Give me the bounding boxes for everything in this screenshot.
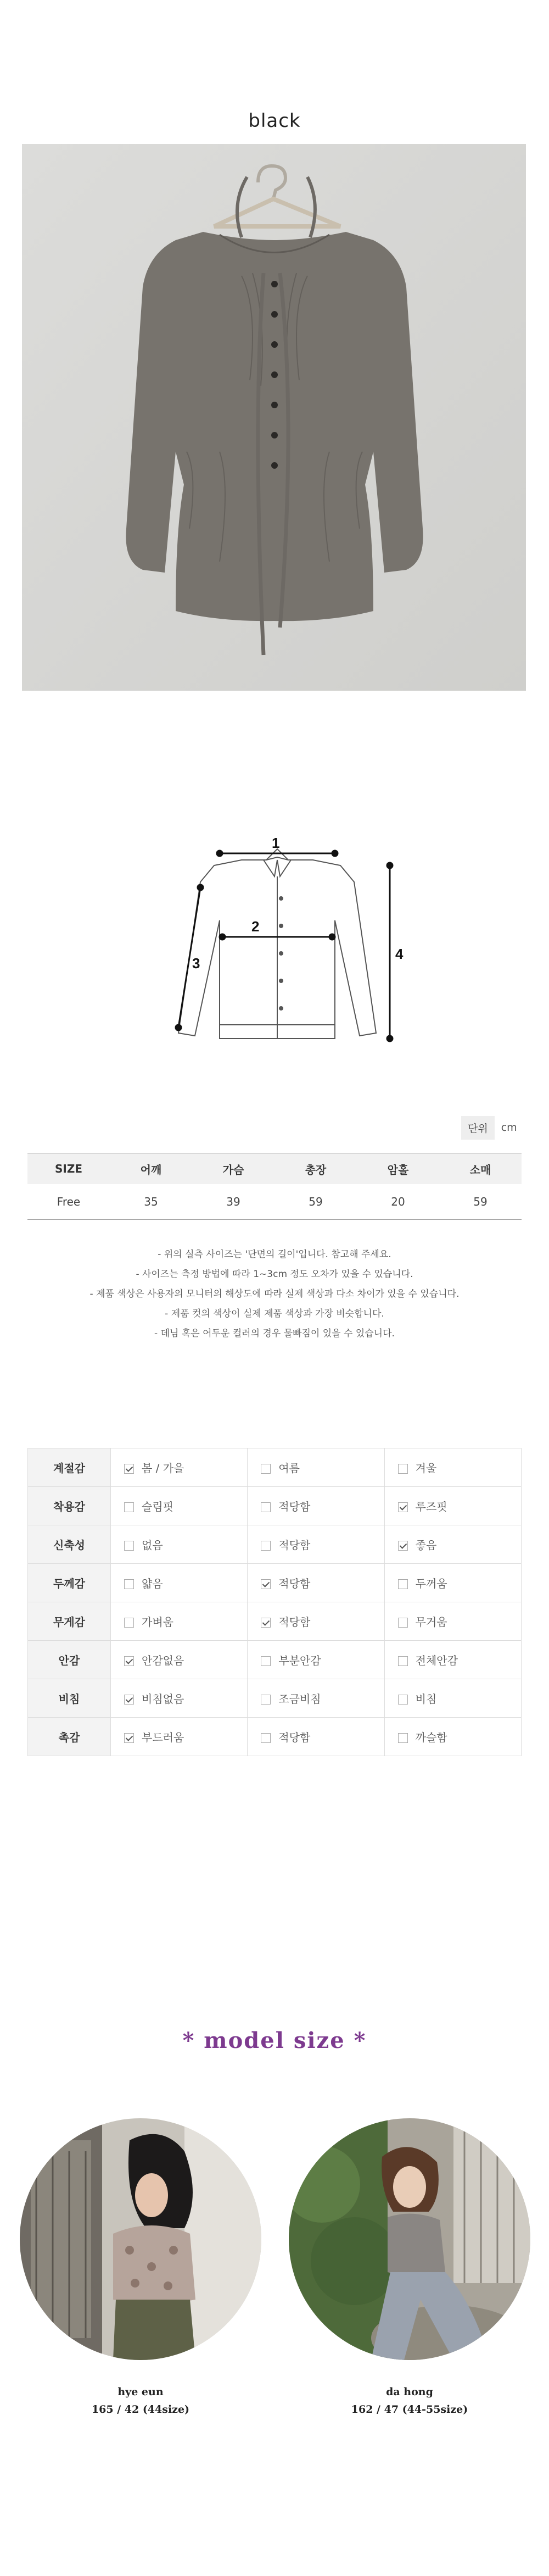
model-photo xyxy=(289,2118,530,2360)
model-name: hye eun xyxy=(117,2386,164,2398)
checked-box-icon xyxy=(398,1541,408,1551)
fit-option xyxy=(248,1525,384,1564)
table-row xyxy=(28,1487,522,1525)
size-table xyxy=(27,1153,522,1220)
fit-attribute: 촉감 xyxy=(28,1718,111,1756)
fit-option xyxy=(111,1602,248,1641)
fit-option xyxy=(111,1448,248,1487)
model-name: da hong xyxy=(386,2386,433,2398)
size-cell: 39 xyxy=(192,1184,274,1220)
checked-box-icon xyxy=(261,1618,271,1628)
fit-option xyxy=(384,1718,521,1756)
unchecked-box-icon xyxy=(261,1733,271,1743)
table-row xyxy=(28,1641,522,1679)
unchecked-box-icon xyxy=(124,1579,134,1589)
fit-attribute: 비침 xyxy=(28,1679,111,1718)
size-diagram xyxy=(159,838,417,1058)
fit-option-label: 얇음 xyxy=(142,1577,163,1590)
size-header: 어깨 xyxy=(110,1153,192,1185)
checked-box-icon xyxy=(398,1502,408,1512)
product-photo xyxy=(22,144,526,691)
unchecked-box-icon xyxy=(261,1502,271,1512)
fit-option-label: 적당함 xyxy=(278,1539,311,1552)
table-row xyxy=(28,1448,522,1487)
fit-option xyxy=(248,1448,384,1487)
fit-attribute: 계절감 xyxy=(28,1448,111,1487)
fit-option xyxy=(248,1564,384,1602)
fit-option xyxy=(248,1679,384,1718)
size-header: 총장 xyxy=(274,1153,357,1185)
size-header: 가슴 xyxy=(192,1153,274,1185)
fit-info-table xyxy=(27,1448,522,1756)
fit-option-label: 슬림핏 xyxy=(142,1500,173,1513)
fit-option xyxy=(111,1679,248,1718)
checked-box-icon xyxy=(261,1579,271,1589)
note-line: - 제품 컷의 색상이 실제 제품 색상과 가장 비슷합니다. xyxy=(165,1308,384,1319)
measure-label-3: 3 xyxy=(192,955,200,971)
size-cell: 35 xyxy=(110,1184,192,1220)
note-line: - 제품 색상은 사용자의 모니터의 해상도에 따라 실제 색상과 다소 차이가 있을 수 있습니다. xyxy=(89,1289,460,1300)
fit-option xyxy=(384,1487,521,1525)
fit-option xyxy=(384,1525,521,1564)
fit-option xyxy=(384,1602,521,1641)
checked-box-icon xyxy=(124,1695,134,1705)
fit-option-label: 비침없음 xyxy=(142,1692,184,1706)
checked-box-icon xyxy=(124,1464,134,1474)
note-line: - 위의 실측 사이즈는 '단면의 길이'입니다. 참고해 주세요. xyxy=(158,1249,391,1260)
fit-option-label: 봄 / 가을 xyxy=(142,1462,184,1475)
unchecked-box-icon xyxy=(261,1464,271,1474)
size-notes xyxy=(0,1245,549,1343)
fit-option-label: 부분안감 xyxy=(278,1654,321,1667)
model-size-title: * model size * xyxy=(182,2028,367,2053)
fit-attribute: 두께감 xyxy=(28,1564,111,1602)
checked-box-icon xyxy=(124,1656,134,1666)
fit-option xyxy=(384,1448,521,1487)
size-header: 암홀 xyxy=(357,1153,439,1185)
fit-option-label: 여름 xyxy=(278,1462,300,1475)
unchecked-box-icon xyxy=(398,1656,408,1666)
size-cell: 59 xyxy=(274,1184,357,1220)
unchecked-box-icon xyxy=(398,1579,408,1589)
fit-option-label: 두꺼움 xyxy=(415,1577,447,1590)
table-row xyxy=(28,1564,522,1602)
fit-option xyxy=(248,1487,384,1525)
fit-option-label: 전체안감 xyxy=(415,1654,458,1667)
size-cell: Free xyxy=(27,1184,110,1220)
fit-attribute: 무게감 xyxy=(28,1602,111,1641)
fit-attribute: 안감 xyxy=(28,1641,111,1679)
model-info xyxy=(20,2383,261,2418)
color-label: black xyxy=(248,110,301,132)
measure-label-2: 2 xyxy=(251,918,260,935)
fit-option xyxy=(111,1718,248,1756)
table-row xyxy=(28,1602,522,1641)
fit-option-label: 루즈핏 xyxy=(415,1500,447,1513)
table-row xyxy=(28,1525,522,1564)
unchecked-box-icon xyxy=(398,1464,408,1474)
fit-option-label: 가벼움 xyxy=(142,1615,173,1629)
unchecked-box-icon xyxy=(261,1656,271,1666)
unchecked-box-icon xyxy=(398,1733,408,1743)
fit-option-label: 무거움 xyxy=(415,1615,447,1629)
table-row xyxy=(28,1679,522,1718)
measure-label-1: 1 xyxy=(272,838,280,851)
size-header: 소매 xyxy=(439,1153,522,1185)
size-table-header-row xyxy=(27,1153,522,1185)
fit-option-label: 안감없음 xyxy=(142,1654,184,1667)
unit-value: cm xyxy=(501,1122,517,1134)
unit-indicator xyxy=(461,1115,524,1140)
fit-option xyxy=(384,1679,521,1718)
unchecked-box-icon xyxy=(398,1695,408,1705)
fit-option xyxy=(111,1564,248,1602)
fit-option-label: 까슬함 xyxy=(415,1731,447,1744)
fit-option xyxy=(248,1718,384,1756)
fit-option xyxy=(384,1641,521,1679)
fit-option xyxy=(111,1487,248,1525)
fit-option xyxy=(248,1602,384,1641)
fit-attribute: 신축성 xyxy=(28,1525,111,1564)
unchecked-box-icon xyxy=(124,1541,134,1551)
size-header: SIZE xyxy=(27,1153,110,1185)
fit-option-label: 적당함 xyxy=(278,1577,311,1590)
fit-option-label: 비침 xyxy=(415,1692,437,1706)
fit-option-label: 겨울 xyxy=(415,1462,437,1475)
fit-attribute: 착용감 xyxy=(28,1487,111,1525)
table-row xyxy=(27,1184,522,1220)
fit-option-label: 좋음 xyxy=(415,1539,437,1552)
fit-option xyxy=(248,1641,384,1679)
checked-box-icon xyxy=(124,1733,134,1743)
fit-option-label: 적당함 xyxy=(278,1731,311,1744)
fit-option xyxy=(384,1564,521,1602)
fit-option-label: 적당함 xyxy=(278,1615,311,1629)
fit-option-label: 적당함 xyxy=(278,1500,311,1513)
unchecked-box-icon xyxy=(261,1541,271,1551)
table-row xyxy=(28,1718,522,1756)
unchecked-box-icon xyxy=(124,1502,134,1512)
note-line: - 사이즈는 측정 방법에 따라 1~3cm 정도 오차가 있을 수 있습니다. xyxy=(136,1269,413,1280)
fit-option-label: 조금비침 xyxy=(278,1692,321,1706)
unchecked-box-icon xyxy=(398,1618,408,1628)
fit-option xyxy=(111,1525,248,1564)
size-cell: 59 xyxy=(439,1184,522,1220)
unchecked-box-icon xyxy=(124,1618,134,1628)
model-size: 165 / 42 (44size) xyxy=(91,2403,190,2416)
fit-option-label: 부드러움 xyxy=(142,1731,184,1744)
measure-label-4: 4 xyxy=(395,946,404,962)
unchecked-box-icon xyxy=(261,1695,271,1705)
note-line: - 데님 혹은 어두운 컬러의 경우 물빠짐이 있을 수 있습니다. xyxy=(154,1328,395,1339)
unit-label: 단위 xyxy=(461,1116,495,1140)
fit-option xyxy=(111,1641,248,1679)
model-photo xyxy=(20,2118,261,2360)
model-info xyxy=(289,2383,530,2418)
size-cell: 20 xyxy=(357,1184,439,1220)
fit-option-label: 없음 xyxy=(142,1539,163,1552)
model-size: 162 / 47 (44-55size) xyxy=(351,2403,468,2416)
